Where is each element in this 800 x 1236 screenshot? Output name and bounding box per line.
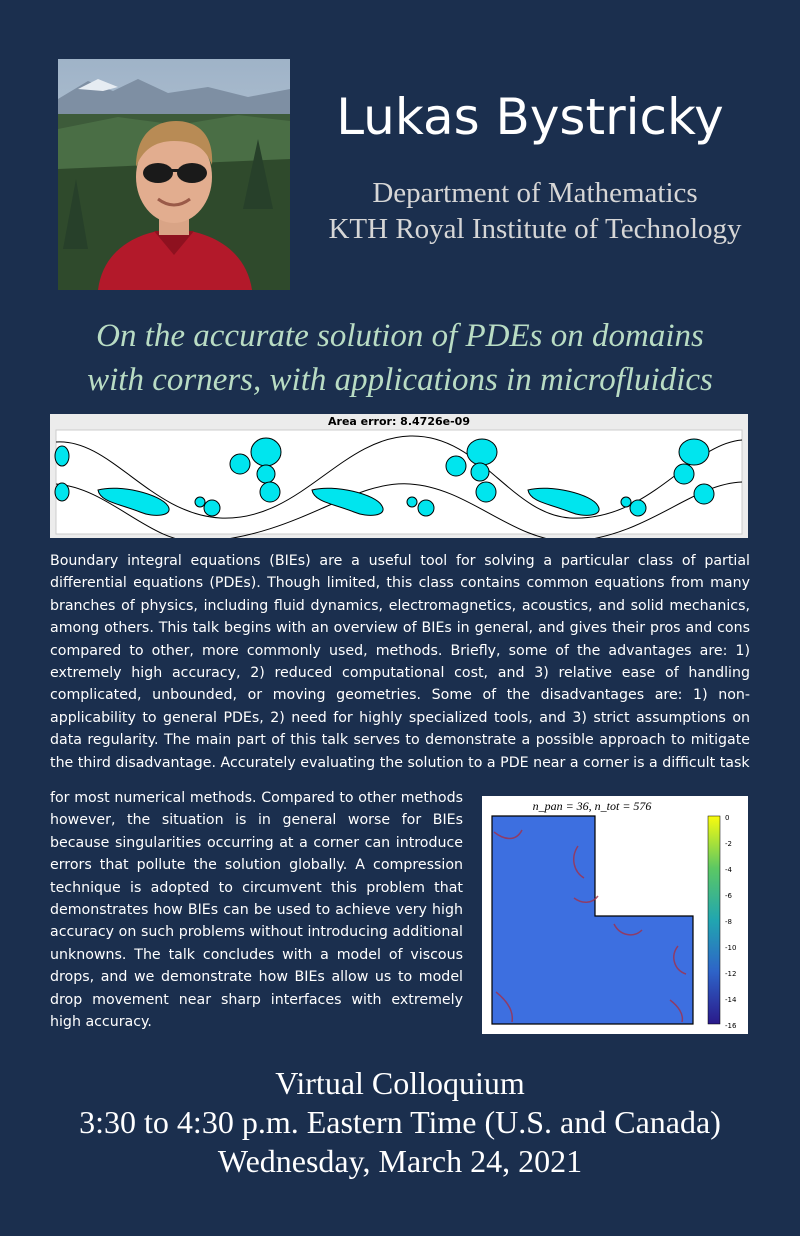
- colorbar-tick: -16: [725, 1022, 737, 1030]
- colorbar-tick: -2: [725, 840, 732, 848]
- colorbar-tick: -8: [725, 918, 732, 926]
- drop: [204, 500, 220, 516]
- drop: [230, 454, 250, 474]
- speaker-name: Lukas Bystricky: [336, 88, 724, 146]
- speaker-affiliation: [300, 175, 770, 247]
- area-error-label: Area error: 8.4726e-09: [328, 415, 470, 428]
- drop: [471, 463, 489, 481]
- abstract-paragraph-2: for most numerical methods. Compared to other methods however, the situation is in general worse for BIEs because singularities occurring at a corner can introduce errors that pollute the solution globally. A compression technique is adopted to circumvent this problem that demonstrates how BIEs can be used to achieve very high accuracy on such problems without introducing additional unknowns. The talk concludes with a model of viscous drops, and we demonstrate how BIEs allow us to model drop movement near sharp interfaces with extremely high accuracy.: [50, 790, 463, 1031]
- colorbar-tick: -6: [725, 892, 732, 900]
- drop: [55, 446, 69, 466]
- drop: [674, 464, 694, 484]
- drop: [467, 439, 497, 465]
- drop-simulation-figure: [50, 414, 748, 538]
- drop: [260, 482, 280, 502]
- speaker-photo: [58, 59, 290, 290]
- colorbar: [708, 816, 720, 1024]
- event-details: [0, 1064, 800, 1181]
- colorbar-tick: -10: [725, 944, 737, 952]
- heatmap-title: n_pan = 36, n_tot = 576: [532, 799, 652, 813]
- event-time: 3:30 to 4:30 p.m. Eastern Time (U.S. and Canada): [79, 1104, 721, 1140]
- event-date: Wednesday, March 24, 2021: [217, 1143, 583, 1179]
- drop: [251, 438, 281, 466]
- abstract-paragraph-1: Boundary integral equations (BIEs) are a useful tool for solving a particular class of partial differential equations (PDEs). Though limited, this class contains common equations from many branches of physics, including fluid dynamics, electromagnetics, acoustics, and solid mechanics, among others. This talk begins with an overview of BIEs in general, and gives their pros and cons compared to other, more commonly used, methods. Briefly, some of the advantages are: 1) extremely high accuracy, 2) reduced computational cost, and 3) relative ease of handling complicated, unbounded, or moving geometries. Some of the disadvantages are: 1) non-applicability to general PDEs, 2) need for highly specialized tools, and 3) strict assumptions on data regularity. The main part of this talk serves to demonstrate a possible approach to mitigate the third disadvantage. Accurately evaluating the solution to a PDE near a corner is a difficult task: [50, 553, 750, 771]
- talk-title: [20, 314, 780, 402]
- drop: [446, 456, 466, 476]
- drop: [257, 465, 275, 483]
- drop: [476, 482, 496, 502]
- department: Department of Mathematics: [372, 177, 698, 209]
- colorbar-tick: 0: [725, 814, 730, 822]
- drop: [694, 484, 714, 504]
- channel-plot: [50, 414, 748, 538]
- drop: [55, 483, 69, 501]
- colorbar-tick: -14: [725, 996, 737, 1004]
- drop: [418, 500, 434, 516]
- drop: [407, 497, 417, 507]
- event-type: Virtual Colloquium: [275, 1065, 525, 1101]
- drop: [679, 439, 709, 465]
- drop: [195, 497, 205, 507]
- drop: [630, 500, 646, 516]
- error-heatmap: [482, 796, 748, 1034]
- talk-title-line-1: On the accurate solution of PDEs on domains: [96, 318, 704, 354]
- speaker-photo-image: [58, 59, 290, 290]
- institution: KTH Royal Institute of Technology: [328, 213, 742, 245]
- colorbar-tick: -4: [725, 866, 732, 874]
- colorbar-tick: -12: [725, 970, 737, 978]
- talk-title-line-2: with corners, with applications in microfluidics: [87, 362, 713, 398]
- drop: [621, 497, 631, 507]
- error-heatmap-figure: [482, 796, 748, 1034]
